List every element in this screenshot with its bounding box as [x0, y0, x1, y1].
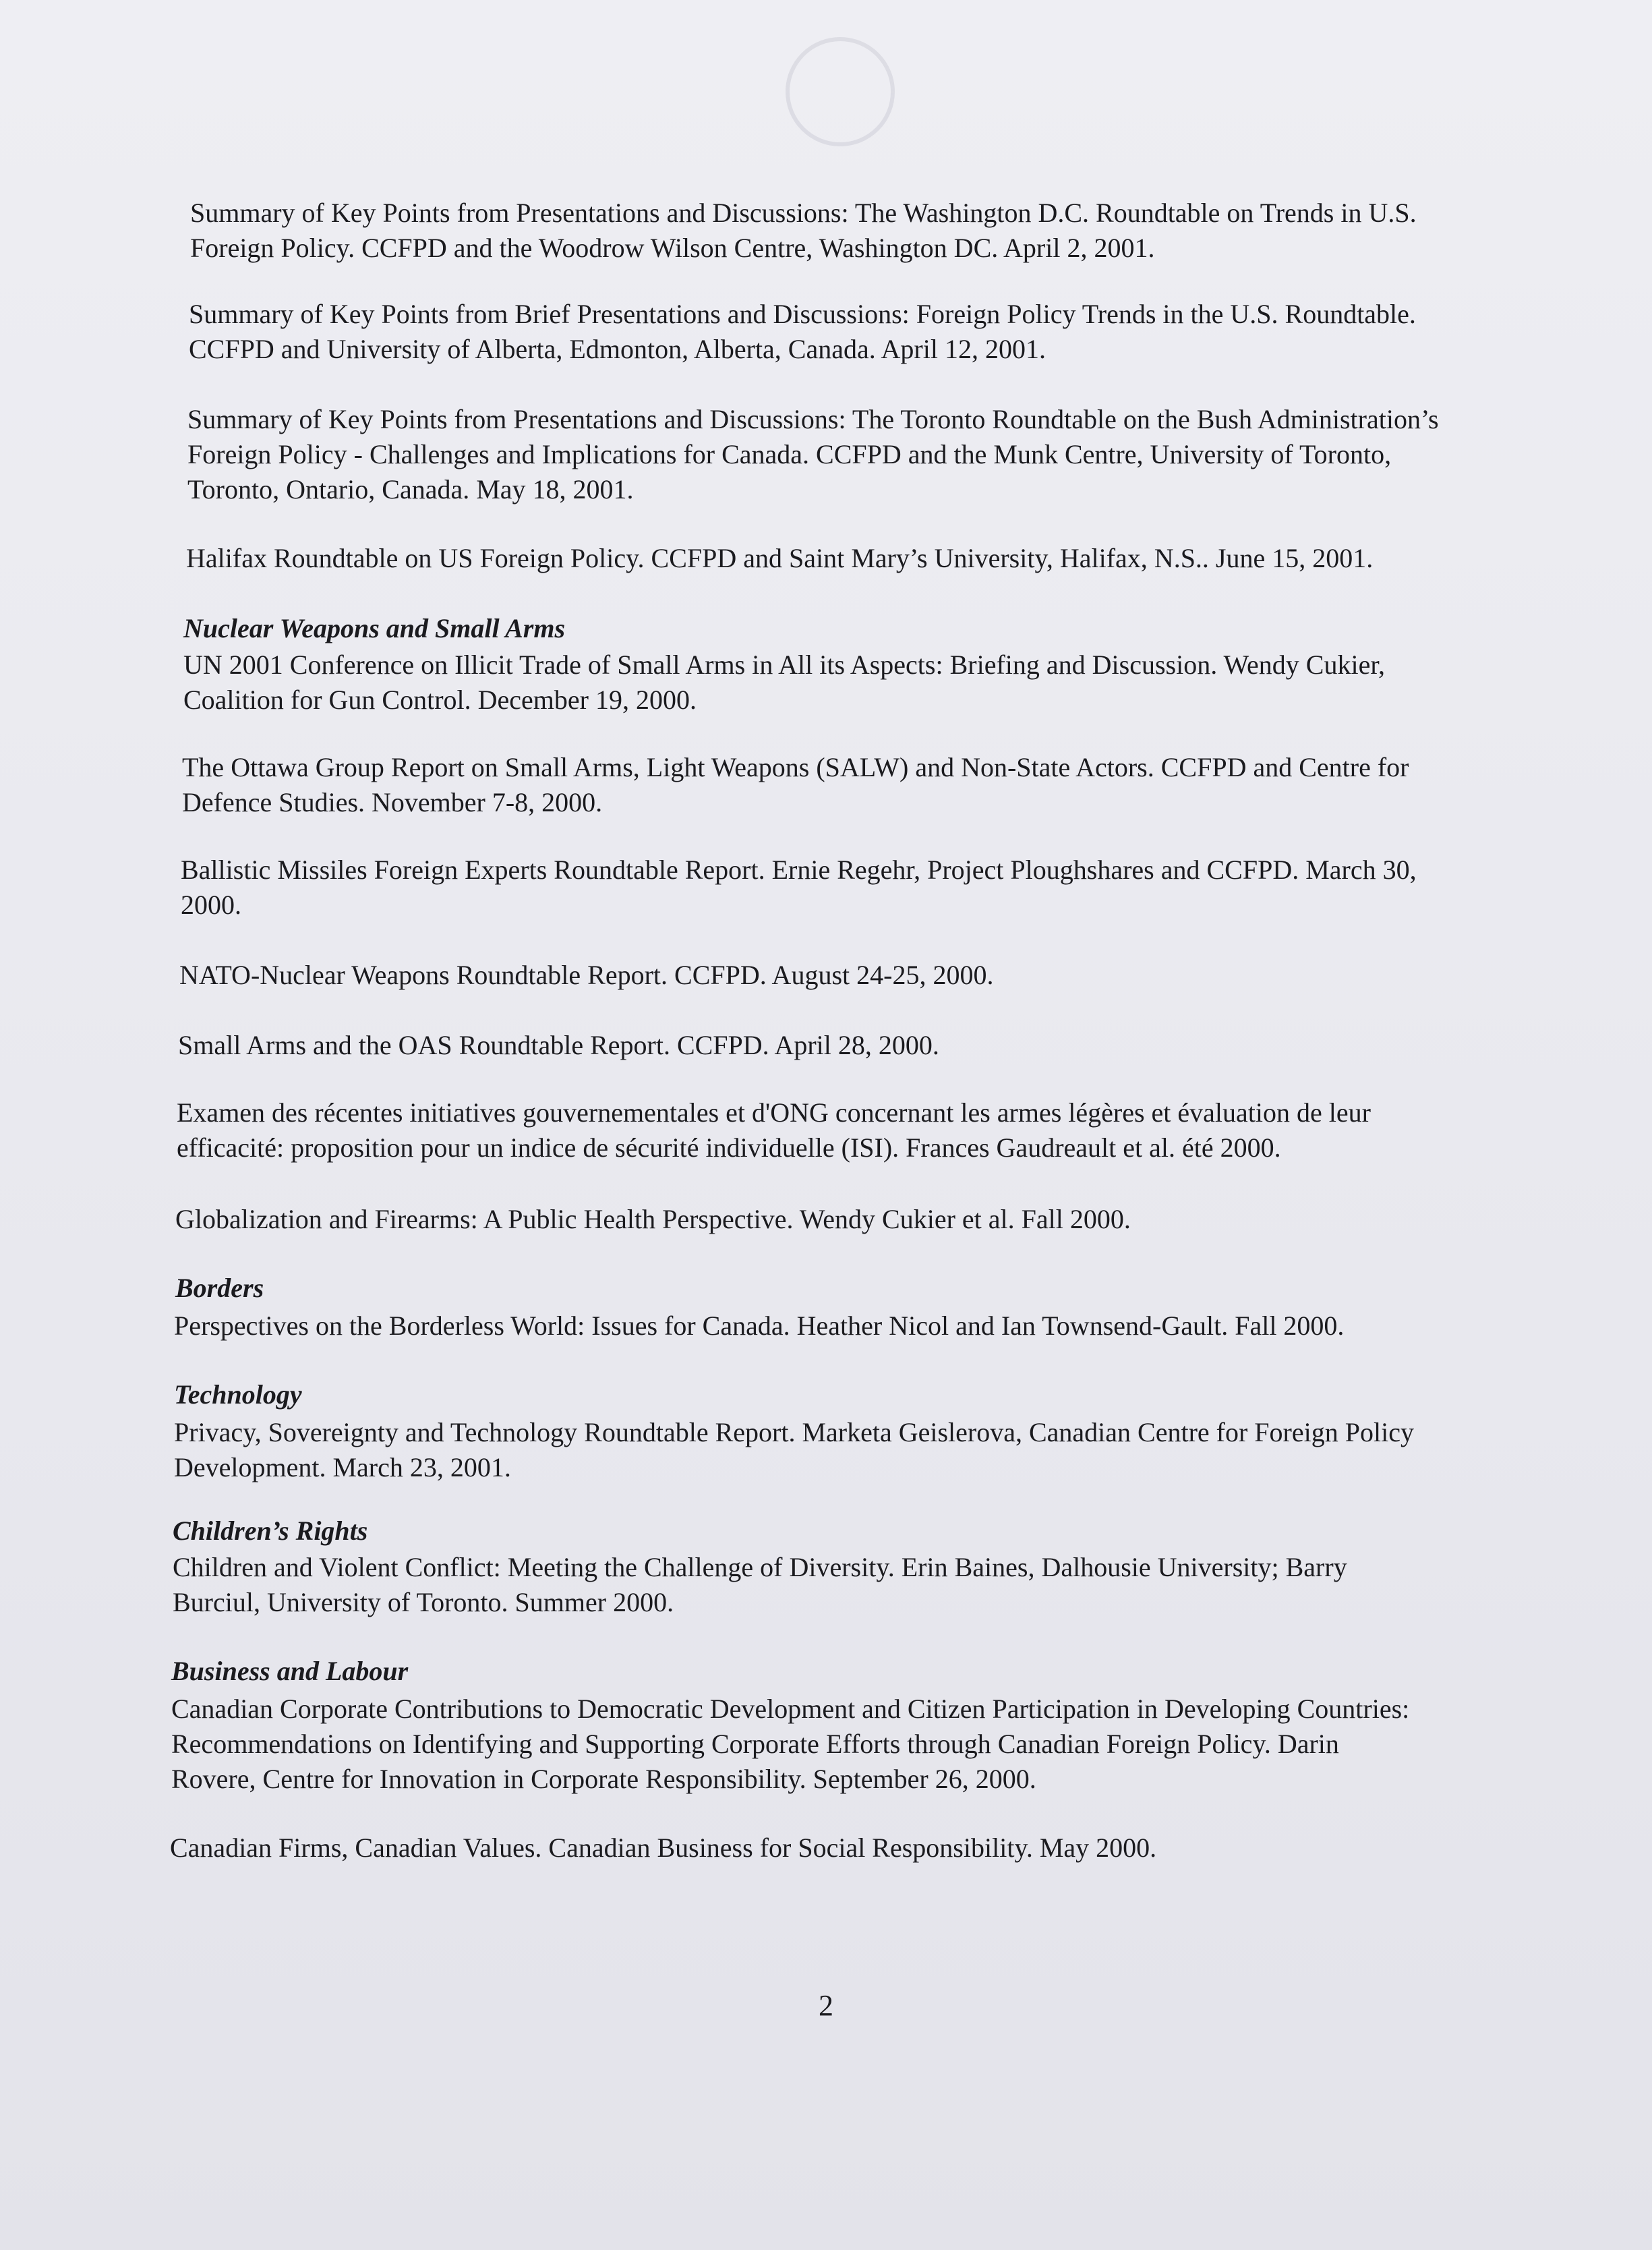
section-heading-children: Children’s Rights [173, 1516, 368, 1546]
entry-line: UN 2001 Conference on Illicit Trade of Small Arms in All its Aspects: Briefing and Discussion. Wendy Cukier, [183, 650, 1386, 680]
section-heading-borders: Borders [175, 1273, 264, 1303]
entry-line: Burciul, University of Toronto. Summer 2000. [173, 1587, 674, 1617]
entry-line: Ballistic Missiles Foreign Experts Roundtable Report. Ernie Regehr, Project Ploughshares and CCFPD. March 30, [181, 855, 1417, 885]
entry-line: Foreign Policy - Challenges and Implications for Canada. CCFPD and the Munk Centre, University of Toronto, [187, 439, 1392, 469]
entry-line: Summary of Key Points from Presentations and Discussions: The Washington D.C. Roundtable on Trends in U.S. [190, 198, 1417, 228]
entry-privacy [174, 1415, 1414, 1485]
entry-line: Small Arms and the OAS Roundtable Report. CCFPD. April 28, 2000. [178, 1030, 939, 1060]
entry-line: efficacité: proposition pour un indice de sécurité individuelle (ISI). Frances Gaudreault et al. été 2000. [177, 1132, 1281, 1163]
entry-borderless-world [174, 1308, 1344, 1344]
entry-line: Globalization and Firearms: A Public Health Perspective. Wendy Cukier et al. Fall 2000. [175, 1204, 1131, 1234]
entry-canadian-firms [170, 1830, 1156, 1866]
entry-nato-nuclear [179, 958, 993, 993]
entry-small-arms-oas [178, 1028, 939, 1063]
show-through-logo [786, 37, 895, 146]
entry-line: Defence Studies. November 7-8, 2000. [182, 787, 603, 817]
entry-line: Summary of Key Points from Brief Presentations and Discussions: Foreign Policy Trends in the U.S. Roundtable. [189, 299, 1416, 329]
entry-examen [177, 1095, 1371, 1165]
entry-alberta [189, 297, 1416, 367]
section-heading-nuclear: Nuclear Weapons and Small Arms [183, 613, 566, 643]
entry-line: Privacy, Sovereignty and Technology Roundtable Report. Marketa Geislerova, Canadian Centre for Foreign Policy [174, 1417, 1414, 1447]
entry-line: Rovere, Centre for Innovation in Corporate Responsibility. September 26, 2000. [171, 1764, 1036, 1794]
entry-line: Foreign Policy. CCFPD and the Woodrow Wilson Centre, Washington DC. April 2, 2001. [190, 233, 1155, 263]
entry-line: Toronto, Ontario, Canada. May 18, 2001. [187, 474, 634, 504]
entry-un-2001 [183, 647, 1385, 718]
entry-line: Perspectives on the Borderless World: Issues for Canada. Heather Nicol and Ian Townsend-Gault. Fall 2000. [174, 1310, 1345, 1341]
entry-line: Development. March 23, 2001. [174, 1452, 511, 1482]
entry-washington [190, 196, 1417, 266]
entry-corporate-contributions [171, 1692, 1409, 1797]
entry-line: NATO-Nuclear Weapons Roundtable Report. CCFPD. August 24-25, 2000. [179, 960, 994, 990]
entry-line: Summary of Key Points from Presentations and Discussions: The Toronto Roundtable on the Bush Administration’s [187, 404, 1439, 434]
entry-line: The Ottawa Group Report on Small Arms, Light Weapons (SALW) and Non-State Actors. CCFPD and Centre for [182, 752, 1409, 782]
entry-halifax [186, 541, 1373, 576]
entry-line: Recommendations on Identifying and Supporting Corporate Efforts through Canadian Foreign Policy. Darin [171, 1729, 1339, 1759]
section-heading-business: Business and Labour [171, 1656, 409, 1686]
entry-children-conflict [173, 1550, 1347, 1620]
entry-line: CCFPD and University of Alberta, Edmonton, Alberta, Canada. April 12, 2001. [189, 334, 1046, 364]
page-number: 2 [819, 1989, 833, 2022]
entry-globalization [175, 1202, 1131, 1237]
entry-ballistic-missiles [181, 853, 1417, 923]
entry-line: Examen des récentes initiatives gouvernementales et d'ONG concernant les armes légères et évaluation de leur [177, 1097, 1371, 1128]
entry-line: Halifax Roundtable on US Foreign Policy. CCFPD and Saint Mary’s University, Halifax, N.S.. June 15, 2001. [186, 543, 1374, 573]
section-heading-technology: Technology [174, 1379, 302, 1410]
entry-line: Children and Violent Conflict: Meeting the Challenge of Diversity. Erin Baines, Dalhousie University; Barry [173, 1552, 1347, 1582]
entry-ottawa-group [182, 750, 1409, 820]
entry-line: Canadian Firms, Canadian Values. Canadian Business for Social Responsibility. May 2000. [170, 1833, 1157, 1863]
entry-line: Coalition for Gun Control. December 19, 2000. [183, 685, 697, 715]
entry-line: 2000. [181, 890, 241, 920]
entry-toronto [187, 402, 1439, 507]
entry-line: Canadian Corporate Contributions to Democratic Development and Citizen Participation in Developing Countries: [171, 1694, 1410, 1724]
